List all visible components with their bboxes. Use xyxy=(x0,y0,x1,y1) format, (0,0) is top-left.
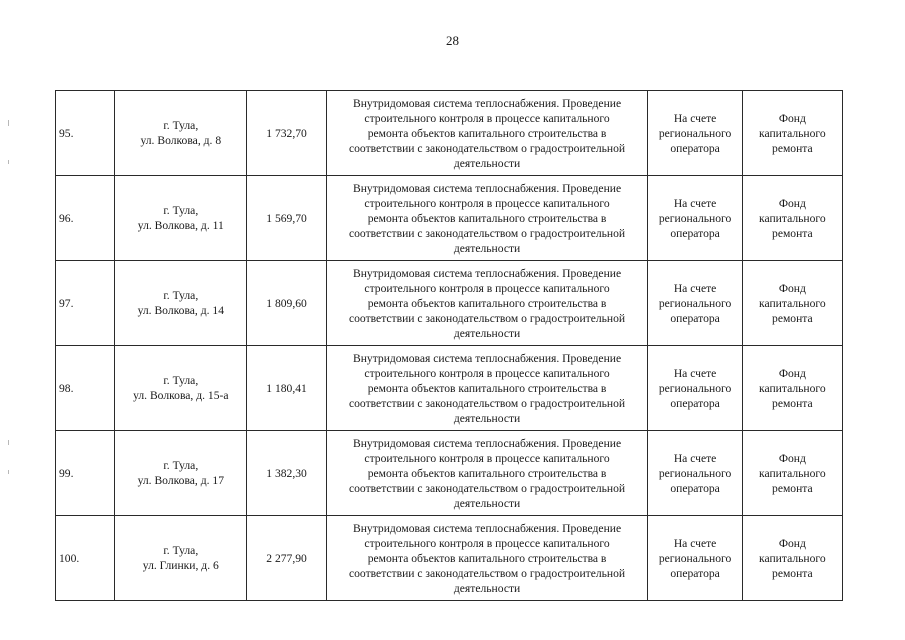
work-description-line: деятельности xyxy=(453,581,521,595)
address-street: ул. Глинки, д. 6 xyxy=(142,559,219,572)
account-line: На счете xyxy=(673,111,717,125)
fund-line: капитального xyxy=(759,126,826,140)
work-description-line: деятельности xyxy=(453,411,521,425)
row-number: 95. xyxy=(59,126,74,140)
area-cell xyxy=(247,516,326,601)
work-description-line: ремонта объектов капитального строительства в xyxy=(367,551,607,565)
work-description-line: деятельности xyxy=(453,156,521,170)
work-description-line: соответствии с законодательством о градостроительной xyxy=(348,566,626,580)
area-cell xyxy=(247,346,326,431)
account-line: регионального xyxy=(658,466,732,480)
fund-line: капитального xyxy=(759,466,826,480)
work-description-line: соответствии с законодательством о градостроительной xyxy=(348,226,626,240)
account-line: оператора xyxy=(670,566,720,580)
row-number-cell xyxy=(56,176,115,261)
area-value: 1 569,70 xyxy=(266,211,307,225)
scan-artifact xyxy=(8,160,9,164)
work-description-line: ремонта объектов капитального строительства в xyxy=(367,466,607,480)
area-cell xyxy=(247,261,326,346)
work-description-line: деятельности xyxy=(453,241,521,255)
area-value: 1 382,30 xyxy=(266,466,307,480)
work-description-line: соответствии с законодательством о градостроительной xyxy=(348,141,626,155)
fund-line: Фонд xyxy=(778,366,806,380)
work-description-line: Внутридомовая система теплоснабжения. Проведение xyxy=(352,521,622,535)
fund-line: капитального xyxy=(759,211,826,225)
fund-cell xyxy=(742,516,842,601)
address-city: г. Тула, xyxy=(163,544,199,557)
table-row xyxy=(56,261,843,346)
account-line: На счете xyxy=(673,451,717,465)
account-line: регионального xyxy=(658,381,732,395)
address-city: г. Тула, xyxy=(163,459,199,472)
fund-line: ремонта xyxy=(772,141,813,155)
address-city: г. Тула, xyxy=(163,204,199,217)
account-line: На счете xyxy=(673,196,717,210)
fund-line: ремонта xyxy=(772,566,813,580)
scan-artifact xyxy=(8,470,9,474)
account-cell xyxy=(648,431,742,516)
fund-line: капитального xyxy=(759,551,826,565)
work-description-line: строительного контроля в процессе капитального xyxy=(364,451,610,465)
account-line: регионального xyxy=(658,551,732,565)
row-number-cell xyxy=(56,91,115,176)
account-cell xyxy=(648,91,742,176)
fund-line: капитального xyxy=(759,296,826,310)
register-table xyxy=(55,90,843,601)
address-street: ул. Волкова, д. 15-а xyxy=(133,389,229,402)
account-cell xyxy=(648,346,742,431)
account-line: регионального xyxy=(658,296,732,310)
account-line: регионального xyxy=(658,126,732,140)
row-number: 100. xyxy=(59,551,80,565)
work-description-cell xyxy=(326,261,648,346)
fund-cell xyxy=(742,431,842,516)
work-description-line: строительного контроля в процессе капитального xyxy=(364,366,610,380)
area-cell xyxy=(247,431,326,516)
address-street: ул. Волкова, д. 8 xyxy=(140,134,222,147)
account-cell xyxy=(648,516,742,601)
work-description-line: строительного контроля в процессе капитального xyxy=(364,281,610,295)
fund-line: Фонд xyxy=(778,451,806,465)
work-description-line: деятельности xyxy=(453,326,521,340)
work-description-line: деятельности xyxy=(453,496,521,510)
account-line: оператора xyxy=(670,311,720,325)
address-cell xyxy=(115,516,247,601)
account-cell xyxy=(648,261,742,346)
work-description-line: строительного контроля в процессе капитального xyxy=(364,196,610,210)
address-street: ул. Волкова, д. 14 xyxy=(137,304,225,317)
row-number: 98. xyxy=(59,381,74,395)
work-description-line: ремонта объектов капитального строительства в xyxy=(367,381,607,395)
page-number: 28 xyxy=(446,33,459,48)
account-line: На счете xyxy=(673,536,717,550)
fund-cell xyxy=(742,91,842,176)
row-number-cell xyxy=(56,516,115,601)
work-description-line: Внутридомовая система теплоснабжения. Проведение xyxy=(352,181,622,195)
area-value: 1 809,60 xyxy=(266,296,307,310)
fund-cell xyxy=(742,261,842,346)
area-cell xyxy=(247,91,326,176)
address-cell xyxy=(115,91,247,176)
work-description-cell xyxy=(326,346,648,431)
row-number-cell xyxy=(56,261,115,346)
address-cell xyxy=(115,261,247,346)
table-row xyxy=(56,91,843,176)
row-number: 99. xyxy=(59,466,74,480)
row-number: 97. xyxy=(59,296,74,310)
address-street: ул. Волкова, д. 17 xyxy=(137,474,225,487)
scan-artifact xyxy=(8,440,9,445)
address-street: ул. Волкова, д. 11 xyxy=(137,219,224,232)
work-description-line: соответствии с законодательством о градостроительной xyxy=(348,311,626,325)
work-description-cell xyxy=(326,176,648,261)
work-description-line: Внутридомовая система теплоснабжения. Проведение xyxy=(352,96,622,110)
account-line: На счете xyxy=(673,281,717,295)
address-cell xyxy=(115,346,247,431)
fund-cell xyxy=(742,346,842,431)
address-city: г. Тула, xyxy=(163,374,199,387)
account-line: оператора xyxy=(670,481,720,495)
address-cell xyxy=(115,431,247,516)
work-description-line: Внутридомовая система теплоснабжения. Проведение xyxy=(352,351,622,365)
scan-artifact xyxy=(8,120,9,126)
account-line: На счете xyxy=(673,366,717,380)
address-cell xyxy=(115,176,247,261)
address-city: г. Тула, xyxy=(163,119,199,132)
work-description-line: Внутридомовая система теплоснабжения. Проведение xyxy=(352,266,622,280)
work-description-line: ремонта объектов капитального строительства в xyxy=(367,296,607,310)
row-number-cell xyxy=(56,431,115,516)
table-row xyxy=(56,516,843,601)
work-description-cell xyxy=(326,516,648,601)
table-row xyxy=(56,431,843,516)
account-line: оператора xyxy=(670,396,720,410)
fund-line: Фонд xyxy=(778,281,806,295)
fund-line: Фонд xyxy=(778,536,806,550)
row-number: 96. xyxy=(59,211,74,225)
work-description-line: ремонта объектов капитального строительства в xyxy=(367,126,607,140)
fund-line: ремонта xyxy=(772,396,813,410)
fund-line: ремонта xyxy=(772,311,813,325)
fund-line: ремонта xyxy=(772,226,813,240)
address-city: г. Тула, xyxy=(163,289,199,302)
register-table-body xyxy=(56,91,843,601)
fund-line: Фонд xyxy=(778,196,806,210)
work-description-line: ремонта объектов капитального строительства в xyxy=(367,211,607,225)
fund-line: Фонд xyxy=(778,111,806,125)
area-value: 1 180,41 xyxy=(266,381,307,395)
account-cell xyxy=(648,176,742,261)
account-line: оператора xyxy=(670,141,720,155)
work-description-cell xyxy=(326,91,648,176)
work-description-line: Внутридомовая система теплоснабжения. Проведение xyxy=(352,436,622,450)
work-description-line: соответствии с законодательством о градостроительной xyxy=(348,481,626,495)
account-line: оператора xyxy=(670,226,720,240)
area-value: 2 277,90 xyxy=(266,551,307,565)
account-line: регионального xyxy=(658,211,732,225)
fund-line: ремонта xyxy=(772,481,813,495)
area-value: 1 732,70 xyxy=(266,126,307,140)
work-description-line: строительного контроля в процессе капитального xyxy=(364,111,610,125)
work-description-line: строительного контроля в процессе капитального xyxy=(364,536,610,550)
work-description-line: соответствии с законодательством о градостроительной xyxy=(348,396,626,410)
row-number-cell xyxy=(56,346,115,431)
fund-cell xyxy=(742,176,842,261)
table-row xyxy=(56,346,843,431)
area-cell xyxy=(247,176,326,261)
fund-line: капитального xyxy=(759,381,826,395)
work-description-cell xyxy=(326,431,648,516)
table-row xyxy=(56,176,843,261)
